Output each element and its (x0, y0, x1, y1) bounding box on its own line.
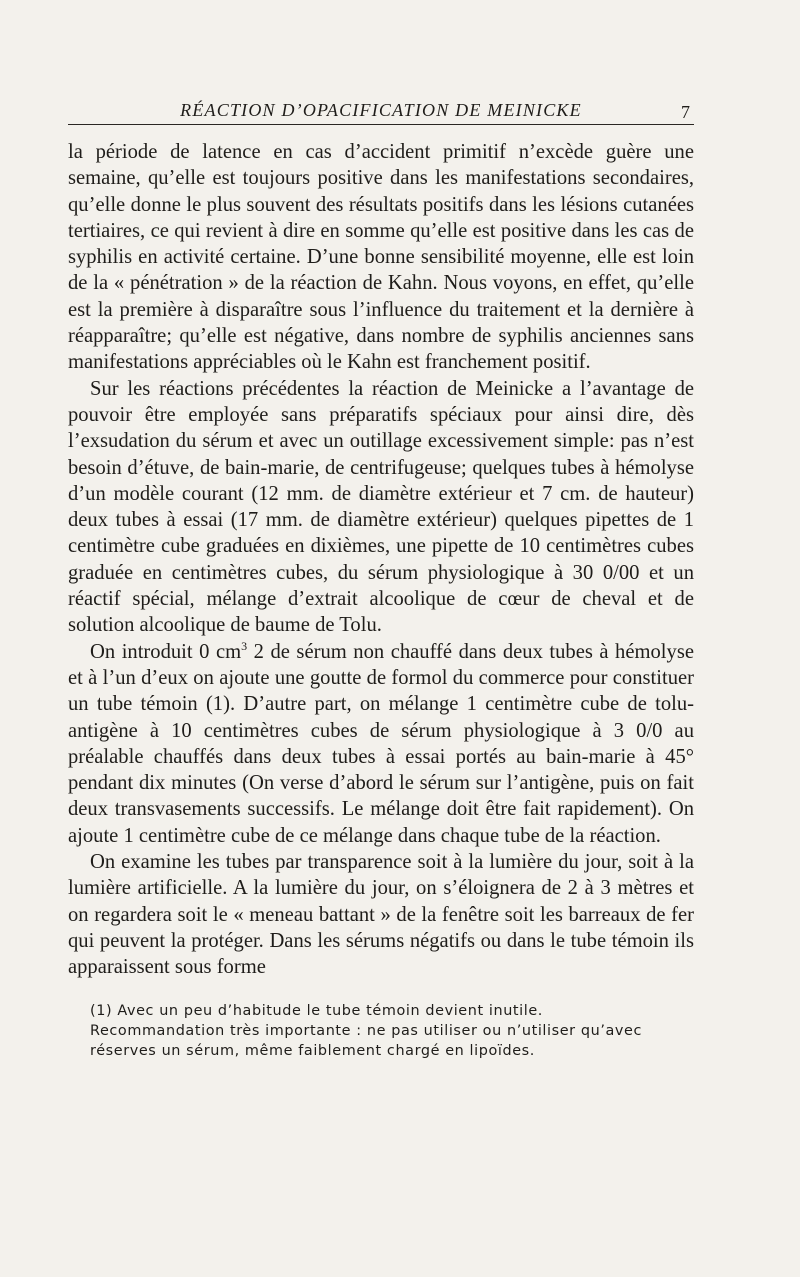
body-text (68, 139, 694, 981)
paragraph-3-part-1: On introduit 0 cm (90, 640, 242, 663)
footnote-2: Recommandation très importante : ne pas utiliser ou n’utiliser qu’avec réserves un sérum, même faiblement chargé en lipoïdes. (90, 1022, 643, 1059)
footnotes (68, 1001, 694, 1061)
footnote-1: (1) Avec un peu d’habitude le tube témoin devient inutile. (90, 1002, 543, 1019)
running-header (68, 96, 694, 125)
paragraph-3-part-2: 2 de sérum non chauffé dans deux tubes à hémolyse et à l’un d’eux on ajoute une goutte de formol du commerce pour constituer un tube témoin (1). D’autre part, on mélange 1 centimètre cube de tolu-antigène à 10 centimètres cubes de sérum physiologique à 3 0/0 au préalable chauffés dans deux tubes à essai portés au bain-marie à 45° pendant dix minutes (On verse d’abord le sérum sur l’antigène, puis on fait deux transvasements successifs. Le mélange doit être fait rapidement). On ajoute 1 centimètre cube de ce mélange dans chaque tube de la réaction. (68, 640, 694, 847)
paragraph-2: Sur les réactions précédentes la réaction de Meinicke a l’avantage de pouvoir être employée sans préparatifs spéciaux pour ainsi dire, dès l’exsudation du sérum et avec un outillage excessivement simple: pas n’est besoin d’étuve, de bain-marie, de centrifugeuse; quelques tubes à hémolyse d’un modèle courant (12 mm. de diamètre extérieur et 7 cm. de hauteur) deux tubes à essai (17 mm. de diamètre extérieur) quelques pipettes de 1 centimètre cube graduées en dixièmes, une pipette de 10 centimètres cubes graduée en centimètres cubes, du sérum physiologique à 30 0/00 et un réactif spécial, mélange d’extrait alcoolique de cœur de cheval et de solution alcoolique de baume de Tolu. (68, 377, 694, 637)
paragraph-1: la période de latence en cas d’accident primitif n’excède guère une semaine, qu’elle est toujours positive dans les manifestations secondaires, qu’elle donne le plus souvent des résultats positifs dans les lésions cutanées tertiaires, ce qui revient à dire en somme qu’elle est positive dans les cas de syphilis en activité certaine. D’une bonne sensibilité moyenne, elle est loin de la « pénétration » de la réaction de Kahn. Nous voyons, en effet, qu’elle est la première à disparaître sous l’influence du traitement et la dernière à réapparaître; qu’elle est négative, dans nombre de syphilis anciennes sans manifestations appréciables où le Kahn est franchement positif. (68, 141, 694, 374)
paragraph-3 (68, 639, 694, 849)
book-page (68, 96, 694, 1061)
page-number: 7 (681, 102, 690, 122)
running-title: RÉACTION D’OPACIFICATION DE MEINICKE (180, 100, 582, 120)
superscript-cube: 3 (241, 638, 248, 653)
paragraph-4: On examine les tubes par transparence soit à la lumière du jour, soit à la lumière artificielle. A la lumière du jour, on s’éloignera de 2 à 3 mètres et on regardera soit le « meneau battant » de la fenêtre soit les barreaux de fer qui peuvent la protéger. Dans les sérums négatifs ou dans le tube témoin ils apparaissent sous forme (68, 851, 694, 979)
